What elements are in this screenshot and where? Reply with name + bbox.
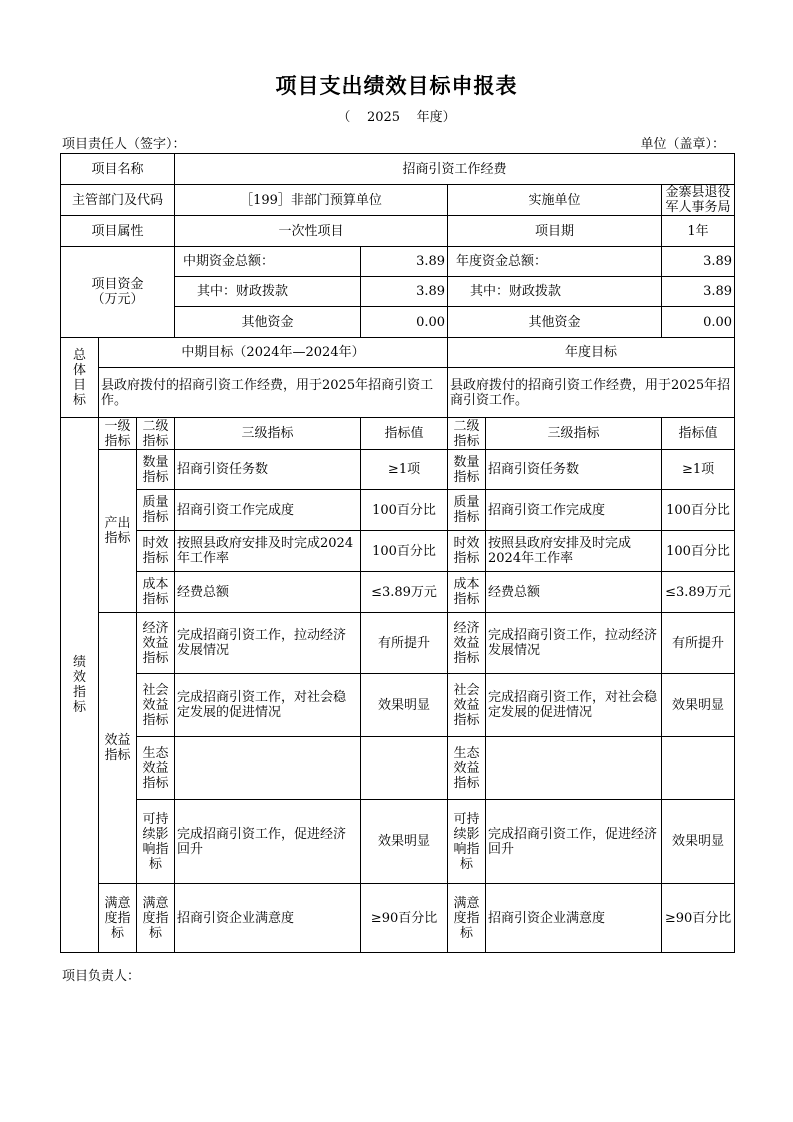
year-value-cell — [662, 737, 735, 800]
value-cell: 效果明显 — [361, 800, 448, 884]
year-lvl3-cell: 完成招商引资工作，促进经济回升 — [486, 800, 662, 884]
year-lvl3-cell: 招商引资企业满意度 — [486, 884, 662, 953]
row-attr — [61, 216, 735, 247]
table-row — [61, 884, 735, 953]
value-cell: 100百分比 — [361, 531, 448, 572]
lvl2-cell: 生态效益指标 — [137, 737, 175, 800]
year-value-cell: 100百分比 — [662, 531, 735, 572]
project-owner-label: 项目负责人： — [62, 969, 141, 984]
year-lvl2-cell: 可持续影响指标 — [448, 800, 486, 884]
year-other-value: 0.00 — [662, 307, 735, 338]
year-lvl3-cell: 完成招商引资工作，对社会稳定发展的促进情况 — [486, 674, 662, 737]
lvl3-cell: 完成招商引资工作，对社会稳定发展的促进情况 — [175, 674, 361, 737]
row-dept — [61, 185, 735, 216]
lvl2-cell: 满意度指标 — [137, 884, 175, 953]
lvl2-cell: 经济效益指标 — [137, 613, 175, 674]
benefit-label: 效益指标 — [99, 613, 137, 884]
year-lvl2-cell: 社会效益指标 — [448, 674, 486, 737]
impl-value: 金寨县退役军人事务局 — [662, 185, 735, 216]
lvl2-cell: 社会效益指标 — [137, 674, 175, 737]
year-lvl2-cell: 时效指标 — [448, 531, 486, 572]
funds-label: 项目资金（万元） — [61, 247, 175, 338]
year-total-label: 年度资金总额： — [448, 247, 662, 277]
header-year-lvl2: 二级指标 — [448, 418, 486, 450]
lvl3-cell: 经费总额 — [175, 572, 361, 613]
year-lvl3-cell: 招商引资工作完成度 — [486, 490, 662, 531]
table-row — [61, 450, 735, 490]
year-lvl2-cell: 经济效益指标 — [448, 613, 486, 674]
year-value-cell: 效果明显 — [662, 800, 735, 884]
value-cell: ≤3.89万元 — [361, 572, 448, 613]
responsible-label: 项目责任人（签字）： — [62, 137, 186, 152]
lvl2-cell: 时效指标 — [137, 531, 175, 572]
page-title: 项目支出绩效目标申报表 — [275, 73, 518, 98]
dept-label: 主管部门及代码 — [61, 185, 175, 216]
mid-other-value: 0.00 — [361, 307, 448, 338]
year-lvl3-cell: 经费总额 — [486, 572, 662, 613]
year-value-cell: ≤3.89万元 — [662, 572, 735, 613]
table-row — [61, 800, 735, 884]
year-lvl3-cell: 招商引资任务数 — [486, 450, 662, 490]
mid-total-label: 中期资金总额： — [175, 247, 361, 277]
value-cell: ≥90百分比 — [361, 884, 448, 953]
year-value-cell: 有所提升 — [662, 613, 735, 674]
year-lvl2-cell: 满意度指标 — [448, 884, 486, 953]
satisfaction-label: 满意度指标 — [99, 884, 137, 953]
header-lvl1: 一级指标 — [99, 418, 137, 450]
table-row — [61, 674, 735, 737]
header-value: 指标值 — [361, 418, 448, 450]
table-row — [61, 737, 735, 800]
table-row — [61, 613, 735, 674]
attr-value: 一次性项目 — [175, 216, 448, 247]
row-goals-text — [61, 368, 735, 418]
value-cell: 效果明显 — [361, 674, 448, 737]
year-label: 年度） — [416, 110, 456, 125]
lvl2-cell: 质量指标 — [137, 490, 175, 531]
row-funds-total — [61, 247, 735, 277]
year-lvl2-cell: 质量指标 — [448, 490, 486, 531]
row-indicator-header — [61, 418, 735, 450]
mid-goal-text: 县政府拨付的招商引资工作经费，用于2025年招商引资工作。 — [99, 368, 448, 418]
header-lvl2: 二级指标 — [137, 418, 175, 450]
year-line — [0, 106, 793, 125]
row-project-name — [61, 154, 735, 185]
year-value-cell: ≥1项 — [662, 450, 735, 490]
value-cell: 100百分比 — [361, 490, 448, 531]
year-value-cell: 100百分比 — [662, 490, 735, 531]
year-lvl3-cell: 按照县政府安排及时完成2024年工作率 — [486, 531, 662, 572]
table-row — [61, 490, 735, 531]
lvl3-cell: 招商引资工作完成度 — [175, 490, 361, 531]
value-cell: 有所提升 — [361, 613, 448, 674]
project-name-label: 项目名称 — [61, 154, 175, 185]
year-lvl3-cell: 完成招商引资工作，拉动经济发展情况 — [486, 613, 662, 674]
mid-fiscal-label: 其中：财政拨款 — [175, 277, 361, 307]
dept-value: ［199］非部门预算单位 — [175, 185, 448, 216]
year-fiscal-value: 3.89 — [662, 277, 735, 307]
year-lvl3-cell — [486, 737, 662, 800]
lvl3-cell: 招商引资企业满意度 — [175, 884, 361, 953]
mid-fiscal-value: 3.89 — [361, 277, 448, 307]
period-label: 项目期 — [448, 216, 662, 247]
attr-label: 项目属性 — [61, 216, 175, 247]
lvl3-cell: 招商引资任务数 — [175, 450, 361, 490]
row-goals-header — [61, 338, 735, 368]
year-lvl2-cell: 数量指标 — [448, 450, 486, 490]
lvl2-cell: 成本指标 — [137, 572, 175, 613]
header-lvl3: 三级指标 — [175, 418, 361, 450]
mid-total-value: 3.89 — [361, 247, 448, 277]
period-value: 1年 — [662, 216, 735, 247]
value-cell — [361, 737, 448, 800]
header-year-value: 指标值 — [662, 418, 735, 450]
year-other-label: 其他资金 — [448, 307, 662, 338]
year-lvl2-cell: 成本指标 — [448, 572, 486, 613]
mid-other-label: 其他资金 — [175, 307, 361, 338]
lvl2-cell: 可持续影响指标 — [137, 800, 175, 884]
lvl3-cell: 完成招商引资工作，拉动经济发展情况 — [175, 613, 361, 674]
lvl3-cell: 按照县政府安排及时完成2024年工作率 — [175, 531, 361, 572]
year-total-value: 3.89 — [662, 247, 735, 277]
year-goal-text: 县政府拨付的招商引资工作经费，用于2025年招商引资工作。 — [448, 368, 735, 418]
lvl3-cell: 完成招商引资工作，促进经济回升 — [175, 800, 361, 884]
header-year-lvl3: 三级指标 — [486, 418, 662, 450]
table-row — [61, 531, 735, 572]
goals-label: 总体目标 — [61, 338, 99, 418]
lvl2-cell: 数量指标 — [137, 450, 175, 490]
project-name-value: 招商引资工作经费 — [175, 154, 735, 185]
year-value-cell: 效果明显 — [662, 674, 735, 737]
year-open: （ — [337, 110, 351, 125]
year-fiscal-label: 其中：财政拨款 — [448, 277, 662, 307]
impl-label: 实施单位 — [448, 185, 662, 216]
value-cell: ≥1项 — [361, 450, 448, 490]
indicators-label: 绩效指标 — [61, 418, 99, 953]
lvl3-cell — [175, 737, 361, 800]
year-goal-header: 年度目标 — [448, 338, 735, 368]
year-value-cell: ≥90百分比 — [662, 884, 735, 953]
year-lvl2-cell: 生态效益指标 — [448, 737, 486, 800]
year-value: 2025 — [366, 110, 401, 125]
table-row — [61, 572, 735, 613]
unit-label: 单位（盖章）： — [640, 137, 725, 152]
output-label: 产出指标 — [99, 450, 137, 613]
performance-table — [60, 153, 735, 953]
mid-goal-header: 中期目标（2024年—2024年） — [99, 338, 448, 368]
